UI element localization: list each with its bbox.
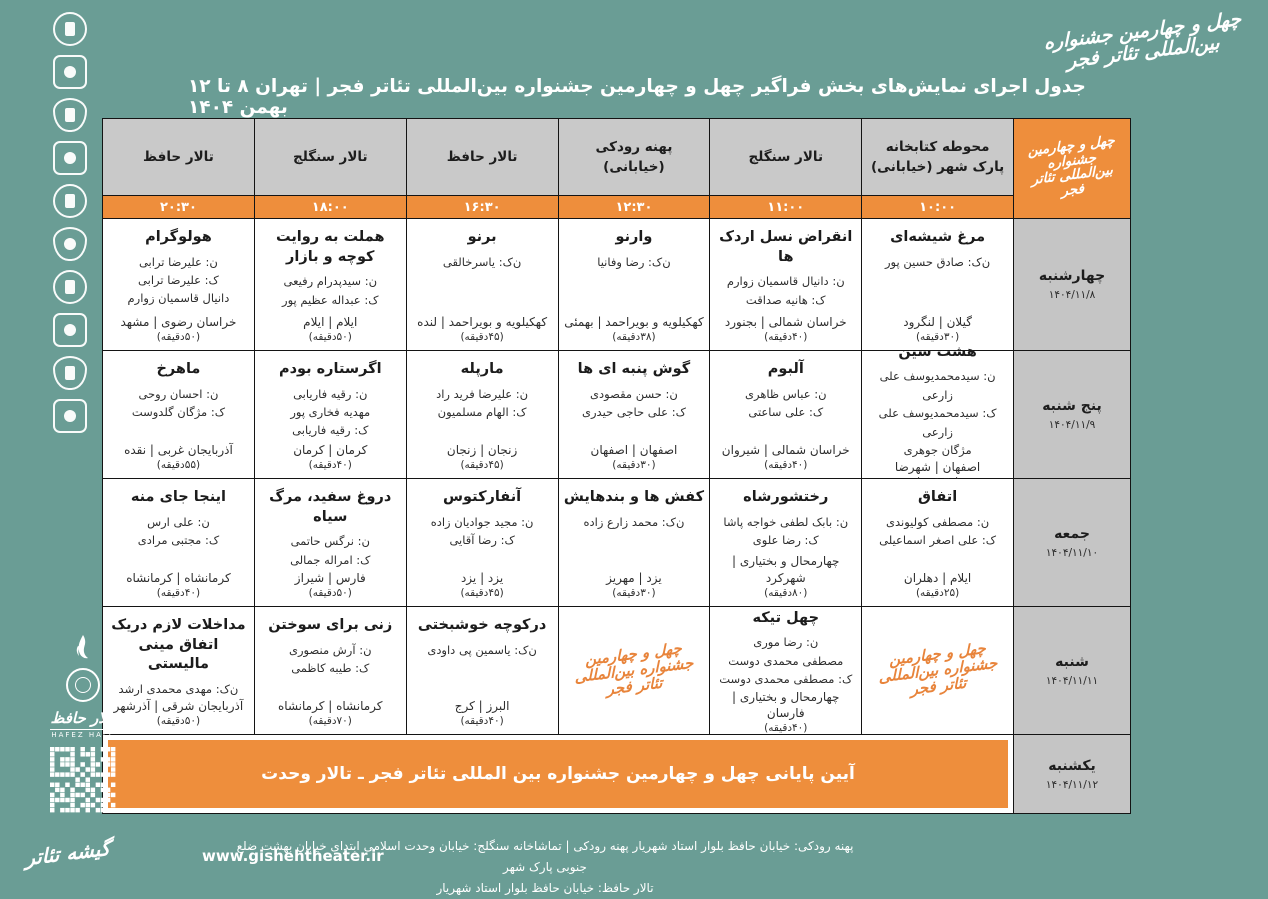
show-credit: ک: علی حاجی حیدری	[582, 404, 686, 419]
time-header-cell: ۱۱:۰۰	[710, 196, 861, 218]
venue-header-cell: پهنه رودکی (خیابانی)	[559, 119, 710, 195]
show-title: آلبوم	[767, 361, 804, 377]
show-credit: ک: امراله جمالی	[290, 552, 371, 567]
partner-logo-icon	[53, 98, 87, 132]
day-date: ۱۴۰۴/۱۱/۸	[1048, 289, 1096, 301]
show-title: رختشورشاه	[743, 489, 829, 505]
show-cell	[103, 219, 254, 350]
show-credit: ک: رضا علوی	[752, 532, 819, 547]
show-credit: دانیال قاسمیان زوارم	[127, 291, 230, 306]
show-cell	[103, 479, 254, 606]
partner-logo-icon	[53, 12, 87, 46]
show-title: اگرستاره بودم	[278, 361, 382, 377]
time-header-cell: ۱۲:۳۰	[559, 196, 710, 218]
show-title: هملت به روایت کوچه و بازار	[276, 229, 385, 265]
day-date: ۱۴۰۴/۱۱/۱۲	[1045, 778, 1099, 791]
show-credit: ن‌ک: یاسرخالقی	[442, 254, 522, 269]
show-credit: ن: مجید جوادیان زاده	[430, 514, 534, 529]
show-duration: (۴۰دقیقه)	[156, 587, 201, 599]
show-credit: ن: احسان روحی	[138, 386, 219, 401]
schedule-table	[102, 118, 1131, 814]
show-credit: ک: مجتبی مرادی	[137, 532, 220, 547]
time-header-cell: ۲۰:۳۰	[103, 196, 254, 218]
show-title: کفش ها و بندهایش	[563, 489, 705, 505]
show-credit: ن: بابک لطفی خواجه پاشا	[723, 514, 849, 529]
show-credit: ن‌ک: صادق حسین پور	[885, 254, 991, 269]
show-cell	[255, 479, 406, 606]
partner-logo-icon	[53, 141, 87, 175]
partner-logo-icon	[53, 55, 87, 89]
show-duration: (۴۰دقیقه)	[460, 715, 504, 727]
show-credit: ن: رقیه فاریابی	[293, 386, 368, 401]
show-cell	[559, 219, 710, 350]
festival-calligraphy-text: چهل و چهارمین جشنواره بین‌المللی تئاتر فجر	[1043, 8, 1242, 73]
show-region: اصفهان | اصفهان	[590, 443, 678, 458]
header-festival-logo-cell	[1014, 119, 1130, 218]
show-region: چهارمحال و بختیاری | شهرکرد	[732, 554, 840, 586]
show-credit: ک: علی اصغر اسماعیلی	[879, 532, 997, 547]
show-region: کرمانشاه | کرمانشاه	[278, 699, 383, 714]
show-region: ایلام | ایلام	[303, 315, 358, 330]
show-region: خراسان رضوی | مشهد	[120, 315, 237, 330]
partner-logo-icon	[53, 313, 87, 347]
show-credit: ک: علی ساعتی	[748, 404, 824, 419]
show-cell	[862, 479, 1013, 606]
footer-addresses	[230, 836, 860, 899]
day-name: پنج شنبه	[1042, 398, 1102, 414]
day-cell	[1014, 351, 1130, 478]
show-region: خراسان شمالی | شیروان	[721, 443, 850, 458]
show-duration: (۷۰دقیقه)	[308, 715, 352, 727]
show-title: انقراض نسل اردک ها	[719, 229, 853, 265]
show-region: خراسان شمالی | بجنورد	[724, 315, 847, 330]
show-duration: (۴۵دقیقه)	[460, 587, 504, 599]
show-title: گوش پنبه ای ها	[577, 361, 691, 377]
show-credit: ن: علی ارس	[147, 514, 210, 529]
show-duration: (۴۰دقیقه)	[764, 331, 808, 343]
show-duration: (۴۰دقیقه)	[764, 722, 808, 735]
show-cell	[255, 351, 406, 478]
day-name: جمعه	[1054, 526, 1090, 542]
venue-header-cell: تالار سنگلج	[255, 119, 406, 195]
day-date: ۱۴۰۴/۱۱/۱۱	[1045, 675, 1099, 687]
show-credit: مژگان جوهری	[903, 442, 972, 457]
header-festival-calligraphy: چهل و چهارمین جشنواره بین‌المللی تئاتر فجر	[1027, 132, 1115, 200]
show-region: آذربایجان شرقی | آذرشهر	[113, 699, 244, 714]
show-title: چهل تیکه	[752, 609, 820, 626]
show-credit: مصطفی محمدی دوست	[728, 653, 844, 668]
show-credit: ن‌ک: رضا وفانیا	[597, 254, 671, 269]
show-credit: ن‌ک: مهدی محمدی ارشد	[118, 681, 239, 696]
show-credit: ک: مژگان گلدوست	[131, 404, 226, 419]
show-region: چهارمحال و بختیاری | فارسان	[732, 689, 840, 721]
show-duration: (۵۰دقیقه)	[156, 331, 201, 343]
time-header-cell: ۱۰:۰۰	[862, 196, 1013, 218]
show-cell	[407, 219, 558, 350]
bird-logo-icon	[68, 634, 98, 660]
partner-logo-icon	[53, 356, 87, 390]
round-stamp-logo-icon	[66, 668, 100, 702]
show-duration: (۵۵دقیقه)	[156, 459, 201, 471]
show-credit: ن: نرگس حاتمی	[290, 534, 370, 549]
show-cell	[407, 351, 558, 478]
show-duration: (۳۰دقیقه)	[612, 587, 656, 599]
show-duration: (۳۰دقیقه)	[915, 331, 960, 343]
partner-logo-icon	[53, 399, 87, 433]
show-region: کهکیلویه و بویراحمد | لنده	[417, 315, 548, 330]
venue-header-cell: تالار حافظ	[103, 119, 254, 195]
show-credit: ک: رقیه فاریابی	[292, 423, 369, 438]
footer-address-line2: تالار حافظ: خیابان حافظ بلوار استاد شهریار	[436, 881, 654, 895]
show-title: مرغ شیشه‌ای	[890, 229, 986, 245]
website-url: www.gishehtheater.ir	[202, 847, 384, 865]
show-cell	[559, 351, 710, 478]
show-credit: ن: آرش منصوری	[289, 642, 372, 657]
show-duration: (۸۰دقیقه)	[764, 587, 808, 599]
show-credit: ن: دانیال قاسمیان زوارم	[726, 274, 845, 289]
show-credit: ن: مصطفی کولیوندی	[886, 514, 990, 529]
day-name: یکشنبه	[1048, 757, 1096, 774]
show-credit: ک: الهام مسلمیون	[437, 404, 527, 419]
day-cell	[1014, 219, 1130, 350]
show-title: هولوگرام	[145, 229, 212, 245]
show-credit: ن: رضا موری	[753, 635, 819, 650]
show-credit: ک: سیدمحمدیوسف علی زارعی	[878, 406, 997, 439]
show-credit: مهدیه فخاری پور	[290, 404, 371, 419]
page-title: جدول اجرای نمایش‌های بخش فراگیر چهل و چهارمین جشنواره بین‌المللی تئاتر فجر | تهران ۸ تا ۱۲ بهمن ۱۴۰۴	[188, 76, 1086, 118]
hafez-hall-fa-label: تالار حافظ	[50, 709, 116, 727]
show-credit: ک: رضا آقایی	[449, 532, 515, 547]
show-credit: ک: عبداله عظیم پور	[282, 292, 379, 307]
closing-ceremony-banner	[103, 735, 1013, 813]
show-region: آذربایجان غربی | نقده	[124, 443, 233, 458]
show-title: مداخلات لازم دریک اتفاق مینی مالیستی	[111, 617, 246, 673]
show-region: اصفهان | شهرضا	[894, 460, 981, 475]
show-credit: ک: هانیه صداقت	[745, 292, 826, 307]
show-cell	[710, 219, 861, 350]
show-region: یزد | مهریز	[606, 571, 662, 586]
show-region: زنجان | زنجان	[446, 443, 518, 458]
show-credit: ن: حسن مقصودی	[590, 386, 678, 401]
show-cell	[407, 479, 558, 606]
show-cell	[255, 219, 406, 350]
show-cell	[862, 343, 1013, 478]
qr-code	[50, 747, 116, 813]
show-credit: ن‌ک: محمد زارع زاده	[583, 514, 685, 529]
show-duration: (۳۰دقیقه)	[612, 459, 656, 471]
day-cell	[1014, 735, 1130, 813]
show-duration: (۴۵دقیقه)	[460, 459, 504, 471]
show-region: کرمانشاه | کرمانشاه	[126, 571, 231, 586]
partner-logo-icon	[53, 270, 87, 304]
show-duration: (۵۰دقیقه)	[308, 331, 352, 343]
show-title: درکوچه خوشبختی	[417, 617, 547, 633]
hafez-hall-en-label: HAFEZ HALL	[51, 730, 115, 739]
day-name: شنبه	[1055, 654, 1089, 670]
show-cell	[103, 351, 254, 478]
show-region: البرز | کرج	[454, 699, 510, 714]
hafez-hall-logo	[50, 710, 115, 739]
festival-calligraphy-logo	[1028, 6, 1258, 78]
show-title: اتفاق	[917, 489, 958, 505]
show-duration: (۵۰دقیقه)	[156, 715, 201, 727]
partner-logo-icon	[53, 227, 87, 261]
closing-ceremony-text: آیین پایانی چهل و چهارمین جشنواره بین المللی تئاتر فجر ـ تالار وحدت	[261, 764, 855, 784]
show-credit: ک: طیبه کاظمی	[291, 660, 370, 675]
show-duration: (۳۸دقیقه)	[612, 331, 656, 343]
show-region: یزد | یزد	[460, 571, 504, 586]
show-credit: ن: سیدپدرام رفیعی	[283, 274, 378, 289]
footer-address-line1: پهنه رودکی: خیابان حافظ بلوار استاد شهریار پهنه رودکی | تماشاخانه سنگلج: خیابان وحدت اسلامی ابتدای خیابان بهشت ضلع جنوبی پارک شهر	[236, 839, 854, 874]
show-region: کرمان | کرمان	[293, 443, 368, 458]
show-title: مارپله	[460, 361, 504, 377]
gisheh-theater-logo	[8, 828, 128, 880]
show-region: فارس | شیراز	[294, 571, 366, 586]
cell-festival-calligraphy: چهل و چهارمین جشنواره بین‌المللی تئاتر فجر	[574, 639, 694, 700]
venue-header-cell: تالار حافظ	[407, 119, 558, 195]
day-date: ۱۴۰۴/۱۱/۹	[1048, 419, 1096, 431]
show-region: ایلام | دهلران	[903, 571, 972, 586]
show-cell	[710, 607, 861, 734]
show-region: کهکیلویه و بویراحمد | بهمئی	[564, 315, 704, 330]
show-duration: (۴۰دقیقه)	[308, 459, 352, 471]
festival-logo-placeholder-cell	[862, 607, 1013, 734]
show-credit: ن: علیرضا ترابی	[138, 254, 218, 269]
show-region: گیلان | لنگرود	[903, 315, 972, 330]
show-title: زنی برای سوختن	[268, 617, 393, 633]
show-title: اینجا جای منه	[130, 489, 227, 505]
show-duration: (۵۰دقیقه)	[308, 587, 352, 599]
time-header-cell: ۱۸:۰۰	[255, 196, 406, 218]
show-credit: ن‌ک: یاسمین پی داودی	[427, 642, 537, 657]
show-cell	[710, 479, 861, 606]
show-duration: (۴۰دقیقه)	[764, 459, 808, 471]
show-cell	[862, 219, 1013, 350]
partner-logos-rail	[44, 12, 96, 433]
day-date: ۱۴۰۴/۱۱/۱۰	[1045, 547, 1099, 559]
gisheh-theater-logo-text: گیشه تئاتر	[25, 835, 111, 871]
day-cell	[1014, 479, 1130, 606]
day-cell	[1014, 607, 1130, 734]
show-cell	[559, 479, 710, 606]
show-credit: ک: علیرضا ترابی	[138, 272, 219, 287]
day-name: چهارشنبه	[1038, 268, 1106, 284]
show-credit: ن: عباس ظاهری	[744, 386, 827, 401]
venue-header-cell: محوطه کتابخانه پارک شهر (خیابانی)	[862, 119, 1013, 195]
festival-logo-placeholder-cell	[559, 607, 710, 734]
cell-festival-calligraphy: چهل و چهارمین جشنواره بین‌المللی تئاتر فجر	[878, 639, 998, 700]
show-title: وارنو	[615, 229, 653, 245]
show-credit: ن: علیرضا فرید راد	[436, 386, 529, 401]
show-title: دروغ سفید، مرگ سیاه	[269, 489, 392, 525]
show-title: برنو	[467, 229, 497, 245]
venue-header-cell: تالار سنگلج	[710, 119, 861, 195]
show-duration: (۴۵دقیقه)	[460, 331, 504, 343]
show-title: هشت سین	[898, 343, 977, 360]
partner-logo-icon	[53, 184, 87, 218]
show-title: ماهرخ	[156, 361, 201, 377]
show-cell	[407, 607, 558, 734]
show-credit: ک: مصطفی محمدی دوست	[719, 672, 853, 687]
show-title: آنفارکتوس	[443, 489, 522, 505]
show-duration: (۲۵دقیقه)	[915, 587, 960, 599]
time-header-cell: ۱۶:۳۰	[407, 196, 558, 218]
show-cell	[710, 351, 861, 478]
show-cell	[255, 607, 406, 734]
right-rail	[30, 634, 136, 813]
show-credit: ن: سیدمحمدیوسف علی زارعی	[879, 369, 996, 402]
